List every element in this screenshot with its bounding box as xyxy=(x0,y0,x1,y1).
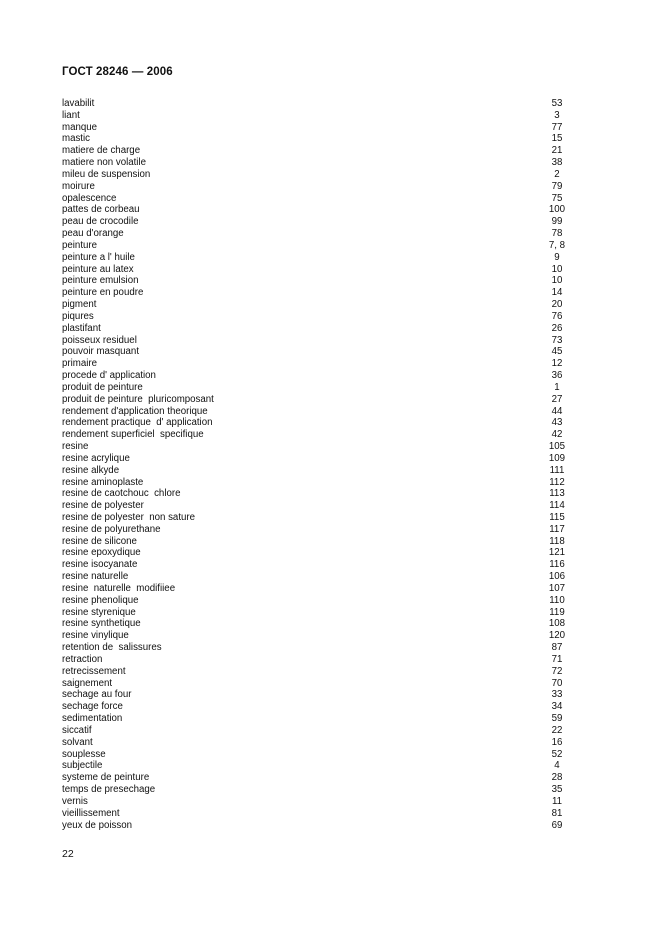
index-entry xyxy=(62,749,587,761)
index-reference-number: 109 xyxy=(548,452,566,464)
index-term: siccatif xyxy=(62,724,92,736)
index-term: saignement xyxy=(62,677,113,689)
index-term: mileu de suspension xyxy=(62,168,151,180)
index-entry xyxy=(62,500,587,512)
index-entry xyxy=(62,772,587,784)
index-term: resine de polyester non sature xyxy=(62,511,196,523)
index-reference-number: 33 xyxy=(551,689,563,701)
index-term: souplesse xyxy=(62,748,106,760)
index-term: procede d' application xyxy=(62,370,156,382)
index-entry xyxy=(62,465,587,477)
index-entry xyxy=(62,536,587,548)
index-reference-number: 22 xyxy=(551,724,563,736)
index-entry xyxy=(62,110,587,122)
index-reference-number: 26 xyxy=(551,322,563,334)
index-term: resine de polyurethane xyxy=(62,523,161,535)
index-reference-number: 106 xyxy=(548,571,566,583)
index-entry xyxy=(62,370,587,382)
index-term: resine epoxydique xyxy=(62,547,141,559)
index-term: produit de peinture pluricomposant xyxy=(62,393,214,405)
index-reference-number: 76 xyxy=(551,310,563,322)
index-entry xyxy=(62,441,587,453)
index-reference-number: 14 xyxy=(551,287,563,299)
index-term: manque xyxy=(62,121,98,133)
index-term: resine de silicone xyxy=(62,535,137,547)
index-reference-number: 121 xyxy=(548,547,566,559)
index-entry xyxy=(62,512,587,524)
index-reference-number: 3 xyxy=(554,109,560,121)
index-reference-number: 119 xyxy=(549,606,565,618)
index-reference-number: 71 xyxy=(551,653,563,665)
index-entry xyxy=(62,642,587,654)
index-reference-number: 42 xyxy=(551,429,563,441)
index-reference-number: 34 xyxy=(551,701,563,713)
index-entry xyxy=(62,299,587,311)
index-entry xyxy=(62,145,587,157)
index-term: primaire xyxy=(62,358,97,370)
index-entry xyxy=(62,122,587,134)
index-reference-number: 73 xyxy=(551,334,563,346)
index-entry xyxy=(62,382,587,394)
index-reference-number: 69 xyxy=(551,819,563,831)
index-entry xyxy=(62,252,587,264)
index-reference-number: 115 xyxy=(549,511,565,523)
index-term: liant xyxy=(62,109,80,121)
index-reference-number: 27 xyxy=(551,393,563,405)
index-term: peau d'orange xyxy=(62,228,124,240)
index-entry xyxy=(62,784,587,796)
index-term: pigment xyxy=(62,299,97,311)
index-entry xyxy=(62,713,587,725)
index-term: peinture en poudre xyxy=(62,287,144,299)
index-entry xyxy=(62,678,587,690)
index-term: resine acrylique xyxy=(62,452,130,464)
index-term: matiere de charge xyxy=(62,145,141,157)
index-reference-number: 87 xyxy=(551,642,563,654)
index-reference-number: 110 xyxy=(549,594,565,606)
index-reference-number: 114 xyxy=(549,500,565,512)
document-header: ГОСТ 28246 — 2006 xyxy=(62,66,173,78)
index-term: pattes de corbeau xyxy=(62,204,140,216)
index-entry xyxy=(62,607,587,619)
index-reference-number: 108 xyxy=(548,618,566,630)
index-term: vernis xyxy=(62,795,88,807)
index-term: peinture au latex xyxy=(62,263,134,275)
index-reference-number: 10 xyxy=(551,263,563,275)
index-term: rendement superficiel specifique xyxy=(62,429,204,441)
index-entry xyxy=(62,193,587,205)
index-reference-number: 1 xyxy=(554,381,560,393)
index-entry xyxy=(62,406,587,418)
index-entry xyxy=(62,335,587,347)
index-reference-number: 72 xyxy=(551,665,563,677)
index-entry xyxy=(62,311,587,323)
index-term: vieillissement xyxy=(62,807,120,819)
index-term: sechage force xyxy=(62,701,123,713)
index-reference-number: 7, 8 xyxy=(548,239,566,251)
index-entry xyxy=(62,216,587,228)
index-reference-number: 53 xyxy=(551,98,563,109)
index-entry xyxy=(62,417,587,429)
index-term: opalescence xyxy=(62,192,117,204)
index-entry xyxy=(62,429,587,441)
index-entry xyxy=(62,808,587,820)
index-entry xyxy=(62,240,587,252)
index-term: peinture emulsion xyxy=(62,275,139,287)
index-term: piqures xyxy=(62,310,94,322)
index-term: resine vinylique xyxy=(62,630,129,642)
index-term: retraction xyxy=(62,653,103,665)
index-entry xyxy=(62,571,587,583)
index-reference-number: 79 xyxy=(551,180,563,192)
index-reference-number: 15 xyxy=(551,133,563,145)
index-term: resine de caotchouc chlore xyxy=(62,488,181,500)
index-reference-number: 45 xyxy=(551,346,563,358)
index-reference-number: 11 xyxy=(551,795,563,807)
index-entry xyxy=(62,98,587,110)
index-reference-number: 2 xyxy=(554,168,560,180)
index-term: poisseux residuel xyxy=(62,334,137,346)
index-entry xyxy=(62,559,587,571)
index-entry xyxy=(62,453,587,465)
index-reference-number: 35 xyxy=(551,784,563,796)
index-reference-number: 78 xyxy=(551,228,563,240)
index-entry xyxy=(62,630,587,642)
index-reference-number: 100 xyxy=(548,204,566,216)
index-reference-number: 111 xyxy=(549,464,565,476)
index-term: resine phenolique xyxy=(62,594,139,606)
index-entry xyxy=(62,820,587,832)
index-reference-number: 120 xyxy=(548,630,566,642)
index-reference-number: 10 xyxy=(551,275,563,287)
page-number: 22 xyxy=(62,848,74,860)
index-entry xyxy=(62,323,587,335)
index-entry xyxy=(62,583,587,595)
index-entry xyxy=(62,796,587,808)
index-reference-number: 12 xyxy=(551,358,563,370)
index-reference-number: 118 xyxy=(549,535,565,547)
term-index xyxy=(62,98,587,831)
index-term: solvant xyxy=(62,736,93,748)
index-term: mastic xyxy=(62,133,90,145)
index-term: peinture a l' huile xyxy=(62,251,135,263)
index-entry xyxy=(62,133,587,145)
index-entry xyxy=(62,157,587,169)
index-term: moirure xyxy=(62,180,95,192)
index-entry xyxy=(62,169,587,181)
index-term: yeux de poisson xyxy=(62,819,133,831)
index-entry xyxy=(62,275,587,287)
index-reference-number: 43 xyxy=(551,417,563,429)
index-reference-number: 9 xyxy=(554,251,560,263)
index-term: resine naturelle xyxy=(62,571,129,583)
index-entry xyxy=(62,181,587,193)
index-entry xyxy=(62,618,587,630)
index-reference-number: 81 xyxy=(551,807,563,819)
index-term: retrecissement xyxy=(62,665,126,677)
index-entry xyxy=(62,595,587,607)
index-entry xyxy=(62,477,587,489)
index-entry xyxy=(62,725,587,737)
index-term: rendement d'application theorique xyxy=(62,405,208,417)
index-entry xyxy=(62,346,587,358)
index-term: pouvoir masquant xyxy=(62,346,140,358)
index-reference-number: 77 xyxy=(551,121,563,133)
index-entry xyxy=(62,264,587,276)
index-term: peinture xyxy=(62,239,98,251)
index-entry xyxy=(62,488,587,500)
index-term: produit de peinture xyxy=(62,381,143,393)
index-entry xyxy=(62,524,587,536)
index-term: retention de salissures xyxy=(62,642,162,654)
index-reference-number: 16 xyxy=(551,736,563,748)
index-term: resine synthetique xyxy=(62,618,141,630)
index-term: resine de polyester xyxy=(62,500,144,512)
index-term: resine naturelle modifiiee xyxy=(62,582,176,594)
index-entry xyxy=(62,760,587,772)
index-reference-number: 28 xyxy=(551,772,563,784)
index-reference-number: 116 xyxy=(549,559,565,571)
index-reference-number: 52 xyxy=(551,748,563,760)
index-reference-number: 112 xyxy=(549,476,565,488)
index-term: resine isocyanate xyxy=(62,559,138,571)
index-term: resine xyxy=(62,441,89,453)
index-term: peau de crocodile xyxy=(62,216,139,228)
index-entry xyxy=(62,204,587,216)
index-reference-number: 38 xyxy=(551,157,563,169)
index-entry xyxy=(62,666,587,678)
index-reference-number: 4 xyxy=(554,760,560,772)
index-term: sechage au four xyxy=(62,689,132,701)
index-term: plastifant xyxy=(62,322,101,334)
index-reference-number: 21 xyxy=(551,145,563,157)
index-entry xyxy=(62,547,587,559)
index-entry xyxy=(62,358,587,370)
index-reference-number: 105 xyxy=(548,441,566,453)
index-reference-number: 36 xyxy=(551,370,563,382)
index-reference-number: 75 xyxy=(551,192,563,204)
index-term: sedimentation xyxy=(62,713,123,725)
index-term: subjectile xyxy=(62,760,103,772)
index-term: lavabilit xyxy=(62,98,95,109)
index-term: temps de presechage xyxy=(62,784,156,796)
index-reference-number: 107 xyxy=(548,582,566,594)
index-reference-number: 70 xyxy=(551,677,563,689)
index-reference-number: 117 xyxy=(549,523,565,535)
index-term: resine styrenique xyxy=(62,606,136,618)
index-entry xyxy=(62,701,587,713)
index-term: resine alkyde xyxy=(62,464,120,476)
index-term: matiere non volatile xyxy=(62,157,147,169)
index-entry xyxy=(62,737,587,749)
index-reference-number: 113 xyxy=(549,488,565,500)
index-reference-number: 44 xyxy=(551,405,563,417)
index-reference-number: 59 xyxy=(551,713,563,725)
index-entry xyxy=(62,654,587,666)
index-entry xyxy=(62,689,587,701)
index-entry xyxy=(62,394,587,406)
index-term: resine aminoplaste xyxy=(62,476,144,488)
index-reference-number: 20 xyxy=(551,299,563,311)
index-reference-number: 99 xyxy=(551,216,563,228)
index-term: rendement practique d' application xyxy=(62,417,213,429)
index-term: systeme de peinture xyxy=(62,772,150,784)
index-entry xyxy=(62,287,587,299)
index-entry xyxy=(62,228,587,240)
